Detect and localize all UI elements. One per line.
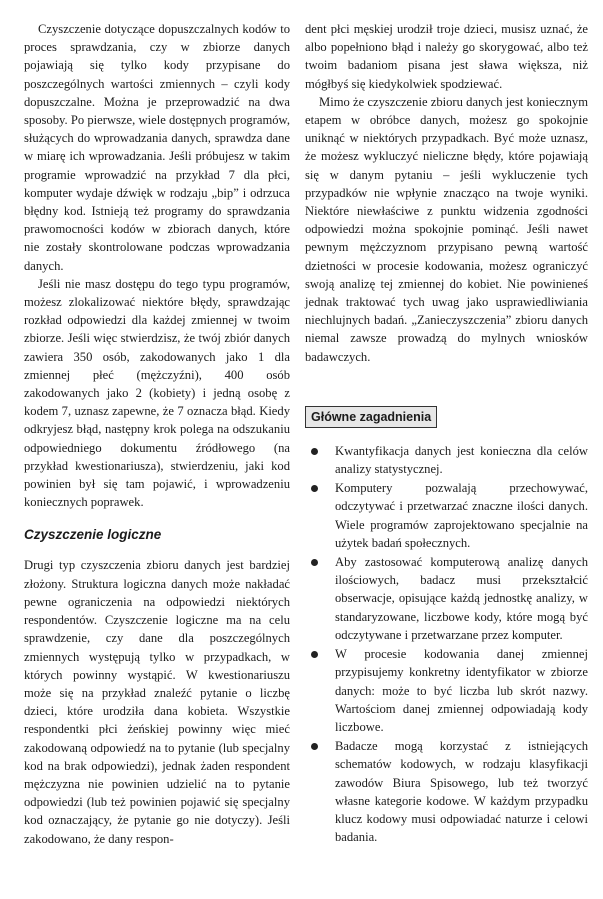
paragraph-logical-cleaning: Drugi typ czyszczenia zbioru danych jest bardziej złożony. Struktura logiczna danych może nakładać pewne ograniczenia na odpowiedzi niektórych respondentów. Czyszczenie logiczne ma na celu sprawdzenie, czy dane dla poszczególnych zmiennych występują tylko w przypadkach, w których powinny wystąpić. W kwestionariuszu może się na przykład znaleźć pytanie o liczbę dzieci, które urodziła dana kobieta. Wszystkie respondentki płci żeńskiej powinny więc mieć zakodowaną odpowiedź na to pytanie (lub specjalny kod na brak odpowiedzi), jednak żaden respondent mężczyzna nie powinien udzielić na to pytanie odpowiedzi (lub też powinien pojawić się specjalny kod oznaczający, że pytanie go nie dotyczy). Jeśli zakodowano, że dany respon- bbox=[24, 558, 290, 846]
key-issues-list bbox=[305, 442, 588, 846]
paragraph-continuation: dent płci męskiej urodził troje dzieci, musisz uznać, że albo popełniono błąd i należy go skorygować, albo też twoim badaniom pisana jest sława większa, niż mógłbyś się kiedykolwiek spodziewać. bbox=[305, 22, 588, 91]
spacer bbox=[305, 366, 588, 406]
paragraph-valid-codes: Czyszczenie dotyczące dopuszczalnych kodów to proces sprawdzania, czy w zbiorze danych pojawiają się tylko kody przypisane do poszczególnych wartości zmiennych – czyli kody dopuszczalne. Można je przeprowadzić na dwa sposoby. Po pierwsze, wiele dostępnych programów, służących do wprowadzania danych, sprawdza dane w miarę ich wprowadzania. Jeśli próbujesz w takim programie wprowadzić na przykład 7 dla płci, komputer wydaje dźwięk w rodzaju „bip” i odrzuca błędny kod. Istnieją też programy do sprawdzania prawomocności kodów w zbiorach danych, które nie zostały skontrolowane podczas wprowadzania danych. bbox=[24, 22, 290, 273]
right-column bbox=[305, 20, 588, 847]
bullet-icon bbox=[311, 559, 318, 566]
bullet-icon bbox=[311, 743, 318, 750]
bullet-icon bbox=[311, 485, 318, 492]
list-item: Aby zastosować komputerową analizę danych ilościowych, badacz musi przekształcić obserwacje, opisujące każdą jednostkę analizy, w standaryzowane, liczbowe kody, które mogą być odczytywane i przetwarzane przez komputer. bbox=[305, 553, 588, 644]
list-item: W procesie kodowania danej zmiennej przypisujemy konkretny identyfikator w zbiorze danych: może to być liczba lub skrót nazwy. Wartościom danej zmiennej odpowiadają kody liczbowe. bbox=[305, 645, 588, 736]
paragraph-distribution-check: Jeśli nie masz dostępu do tego typu programów, możesz zlokalizować niektóre błędy, sprawdzając rozkład odpowiedzi dla każdej zmiennej w twoim zbiorze. Jeśli więc stwierdzisz, że twój zbiór danych zawiera 350 osób, zakodowanych jako 1 dla zmiennej płeć (mężczyźni), 400 osób zakodowanych jako 2 (kobiety) i jedną osobę z kodem 7, uznasz zapewne, że 7 oznacza błąd. Kiedy odkryjesz błąd, następny krok polega na odszukaniu odpowiedniego dokumentu źródłowego (na przykład kwestionariusza), stwierdzeniu, jaki kod powinien był się tam pojawić, i wprowadzeniu koniecznych poprawek. bbox=[24, 276, 290, 510]
section-heading-logical-cleaning: Czyszczenie logiczne bbox=[24, 527, 162, 543]
bullet-icon bbox=[311, 448, 318, 455]
key-issues-box-title: Główne zagadnienia bbox=[305, 406, 437, 428]
left-column bbox=[24, 20, 290, 848]
list-item: Komputery pozwalają przechowywać, odczytywać i przetwarzać znaczne ilości danych. Wiele programów zaprojektowano specjalnie na użytek badań społecznych. bbox=[305, 479, 588, 552]
list-item: Kwantyfikacja danych jest konieczna dla celów analizy statystycznej. bbox=[305, 442, 588, 478]
paragraph-avoid-cleaning: Mimo że czyszczenie zbioru danych jest koniecznym etapem w obróbce danych, możesz go spokojnie uniknąć w niektórych przypadkach. Być może uznasz, że możesz wykluczyć nieliczne błędy, które pojawiają się w danym pytaniu – jeśli wykluczenie tych przypadków nie wpłynie znacząco na twoje wyniki. Niektóre niewłaściwe z punktu widzenia zgodności odpowiedzi można spokojnie pominąć. Jeśli nawet pewnym mężczyznom przypisano pewną wartość dzietności w procesie kodowania, możesz ograniczyć swoją analizę tej zmiennej do kobiet. Nie powinieneś jednak traktować tych uwag jako usprawiedliwiania niechlujnych badań. „Zanieczyszczenia” zbioru danych niemal zawsze prowadzą do mylnych wniosków badawczych. bbox=[305, 94, 588, 364]
list-item: Badacze mogą korzystać z istniejących schematów kodowych, w rodzaju klasyfikacji zawodów Biura Spisowego, lub też tworzyć własne kategorie kodowe. W każdym przypadku klucz kodowy musi odpowiadać naturze i celowi badania. bbox=[305, 737, 588, 846]
bullet-icon bbox=[311, 651, 318, 658]
